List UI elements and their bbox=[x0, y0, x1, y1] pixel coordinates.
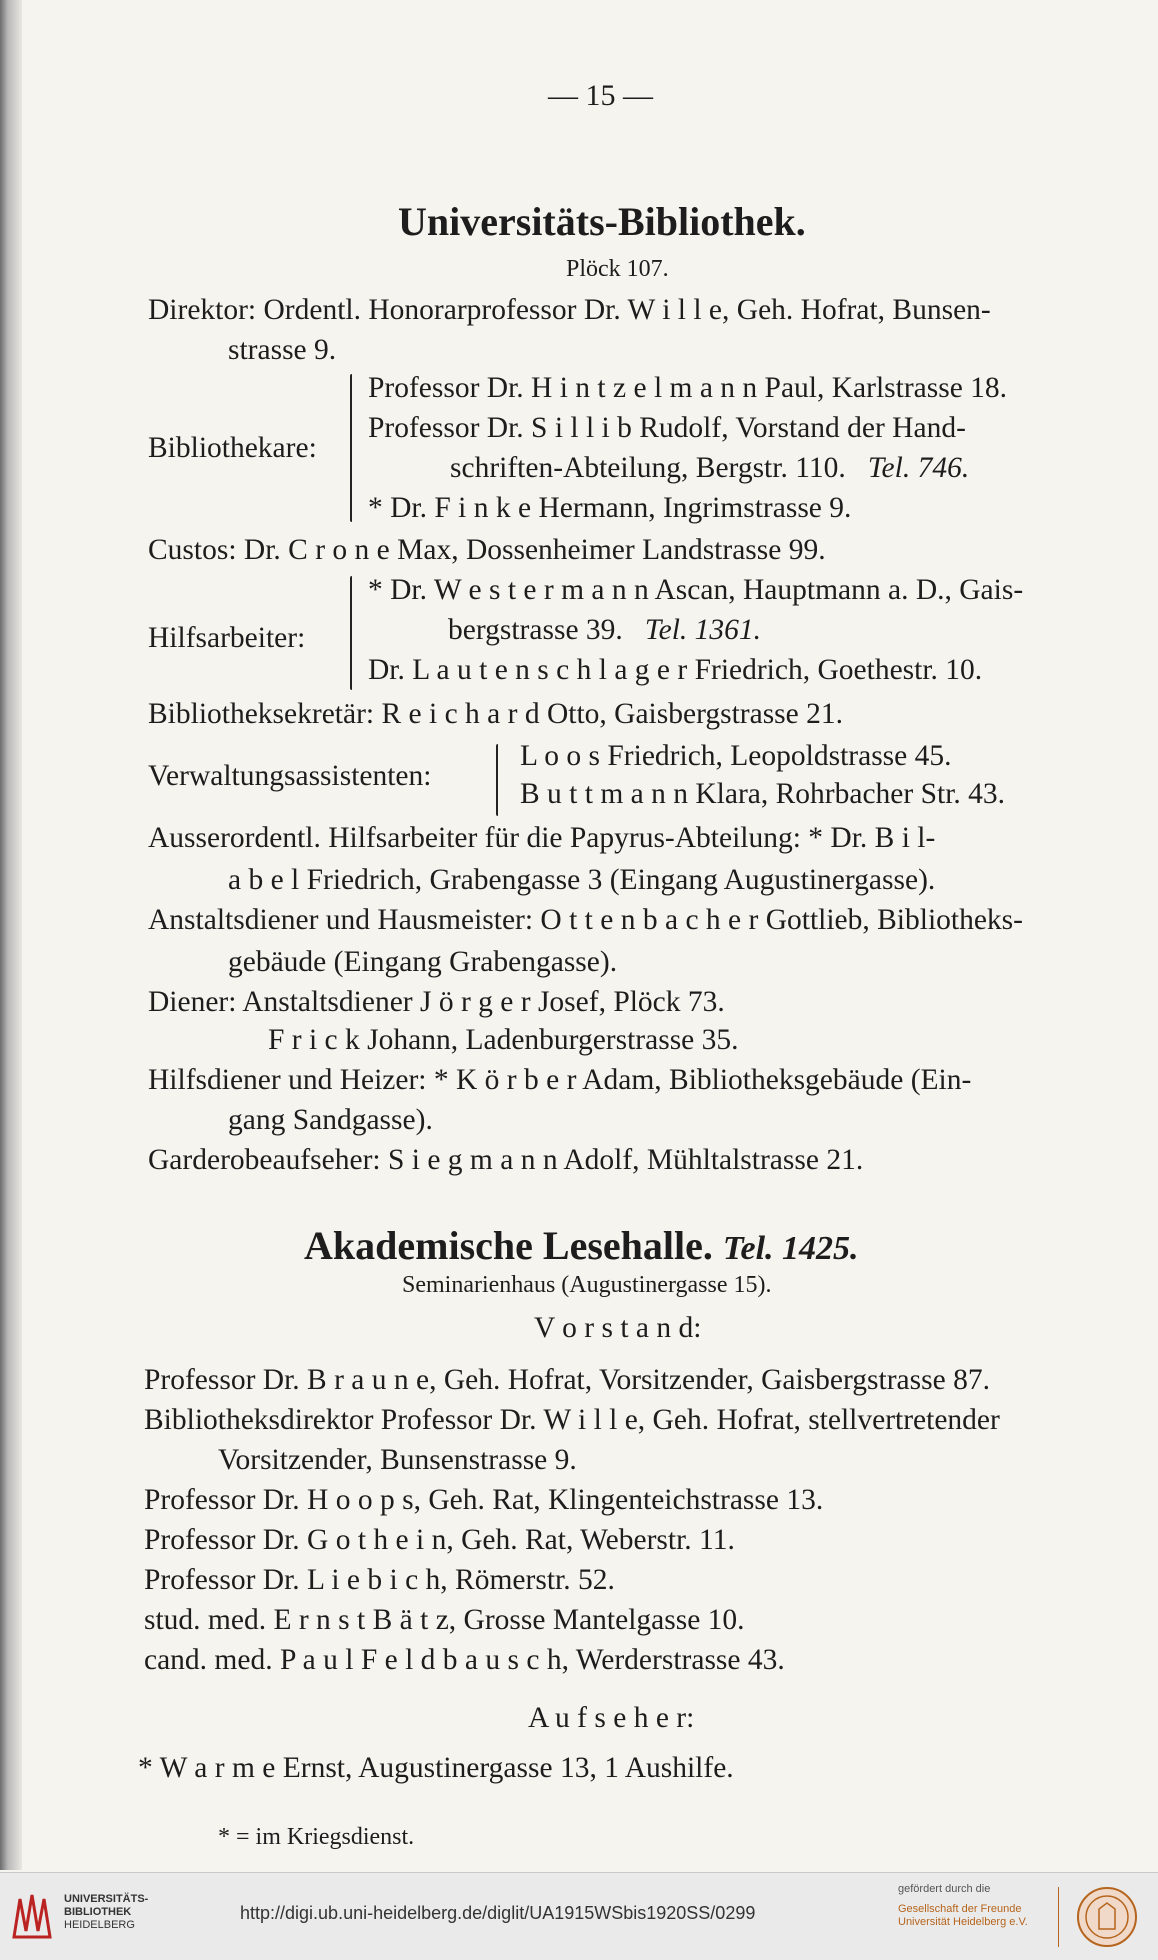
brace-verwaltung bbox=[496, 744, 498, 816]
custos-line: Custos: Dr. C r o n e Max, Dossenheimer Landstrasse 99. bbox=[148, 534, 826, 566]
vorstand-5: Professor Dr. L i e b i c h, Römerstr. 52. bbox=[144, 1564, 615, 1596]
garderobe-line: Garderobeaufseher: S i e g m a n n Adolf, Mühltalstrasse 21. bbox=[148, 1144, 864, 1176]
digitization-footer bbox=[0, 1872, 1158, 1960]
section-title-ub: Universitäts-Bibliothek. bbox=[398, 199, 806, 244]
bibliothekar-3: * Dr. F i n k e Hermann, Ingrimstrasse 9. bbox=[368, 492, 852, 524]
aufseher-heading: A u f s e h e r: bbox=[528, 1702, 695, 1734]
ub-direktor-line2: strasse 9. bbox=[228, 334, 337, 366]
brace-hilfsarbeiter bbox=[350, 576, 352, 690]
vorstand-1: Professor Dr. B r a u n e, Geh. Hofrat, Vorsitzender, Gaisbergstrasse 87. bbox=[144, 1364, 990, 1396]
hilfsarbeiter-1: * Dr. W e s t e r m a n n Ascan, Hauptmann a. D., Gais- bbox=[368, 574, 1024, 606]
diener-line1: Diener: Anstaltsdiener J ö r g e r Josef, Plöck 73. bbox=[148, 986, 725, 1018]
vorstand-heading: V o r s t a n d: bbox=[534, 1312, 702, 1344]
vorstand-3: Professor Dr. H o o p s, Geh. Rat, Klingenteichstrasse 13. bbox=[144, 1484, 824, 1516]
bibliothekar-2-cont: schriften-Abteilung, Bergstr. 110. Tel. 746. bbox=[450, 452, 970, 484]
anstalt-line2: gebäude (Eingang Grabengasse). bbox=[228, 946, 618, 978]
footnote: * = im Kriegsdienst. bbox=[218, 1824, 415, 1850]
verwaltung-label: Verwaltungsassistenten: bbox=[148, 760, 432, 792]
footer-divider bbox=[1058, 1887, 1059, 1947]
anstalt-line1: Anstaltsdiener und Hausmeister: O t t e n b a c h e r Gottlieb, Bibliotheks- bbox=[148, 904, 1023, 936]
vorstand-7: cand. med. P a u l F e l d b a u s c h, Werderstrasse 43. bbox=[144, 1644, 785, 1676]
diener-line2: F r i c k Johann, Ladenburgerstrasse 35. bbox=[268, 1024, 739, 1056]
aufseher-1: * W a r m e Ernst, Augustinergasse 13, 1 Aushilfe. bbox=[138, 1752, 734, 1784]
vorstand-2: Bibliotheksdirektor Professor Dr. W i l l e, Geh. Hofrat, stellvertretender bbox=[144, 1404, 1000, 1436]
brace-bibliothekare bbox=[350, 374, 352, 522]
hilfsarbeiter-1-cont: bergstrasse 39. Tel. 1361. bbox=[448, 614, 762, 646]
ub-address: Plöck 107. bbox=[566, 256, 669, 282]
bibliothekar-1: Professor Dr. H i n t z e l m a n n Paul, Karlstrasse 18. bbox=[368, 372, 1008, 404]
library-name: UNIVERSITÄTS- BIBLIOTHEK HEIDELBERG bbox=[64, 1893, 149, 1931]
library-logo-icon bbox=[10, 1891, 54, 1941]
ausser-line2: a b e l Friedrich, Grabengasse 3 (Eingang Augustinergasse). bbox=[228, 864, 936, 896]
bibliothekare-label: Bibliothekare: bbox=[148, 432, 317, 464]
bibliothekar-2: Professor Dr. S i l l i b Rudolf, Vorstand der Hand- bbox=[368, 412, 966, 444]
vorstand-4: Professor Dr. G o t h e i n, Geh. Rat, Weberstr. 11. bbox=[144, 1524, 735, 1556]
vorstand-2-cont: Vorsitzender, Bunsenstrasse 9. bbox=[218, 1444, 577, 1476]
verwaltung-1: L o o s Friedrich, Leopoldstrasse 45. bbox=[520, 740, 952, 772]
verwaltung-2: B u t t m a n n Klara, Rohrbacher Str. 43. bbox=[520, 778, 1006, 810]
sponsor-prefix: gefördert durch die bbox=[898, 1883, 991, 1895]
book-spine-shadow bbox=[0, 0, 22, 1870]
hilfsarbeiter-2: Dr. L a u t e n s c h l a g e r Friedrich, Goethestr. 10. bbox=[368, 654, 983, 686]
heizer-line2: gang Sandgasse). bbox=[228, 1104, 433, 1136]
sekretaer-line: Bibliotheksekretär: R e i c h a r d Otto, Gaisbergstrasse 21. bbox=[148, 698, 844, 730]
permalink-url[interactable]: http://digi.ub.uni-heidelberg.de/diglit/UA1915WSbis1920SS/0299 bbox=[240, 1903, 756, 1923]
sponsor-name: Gesellschaft der Freunde Universität Heidelberg e.V. bbox=[898, 1903, 1028, 1928]
heizer-line1: Hilfsdiener und Heizer: * K ö r b e r Adam, Bibliotheksgebäude (Ein- bbox=[148, 1064, 972, 1096]
ausser-line1: Ausserordentl. Hilfsarbeiter für die Papyrus-Abteilung: * Dr. B i l- bbox=[148, 822, 936, 854]
page-number: — 15 — bbox=[548, 79, 653, 112]
vorstand-6: stud. med. E r n s t B ä t z, Grosse Mantelgasse 10. bbox=[144, 1604, 745, 1636]
hilfsarbeiter-label: Hilfsarbeiter: bbox=[148, 622, 306, 654]
section-title-lesehalle: Akademische Lesehalle. Tel. 1425. bbox=[304, 1223, 859, 1268]
university-seal-icon bbox=[1072, 1885, 1142, 1949]
ub-direktor-line1: Direktor: Ordentl. Honorarprofessor Dr. W i l l e, Geh. Hofrat, Bunsen- bbox=[148, 294, 991, 326]
lesehalle-address: Seminarienhaus (Augustinergasse 15). bbox=[402, 1272, 772, 1298]
